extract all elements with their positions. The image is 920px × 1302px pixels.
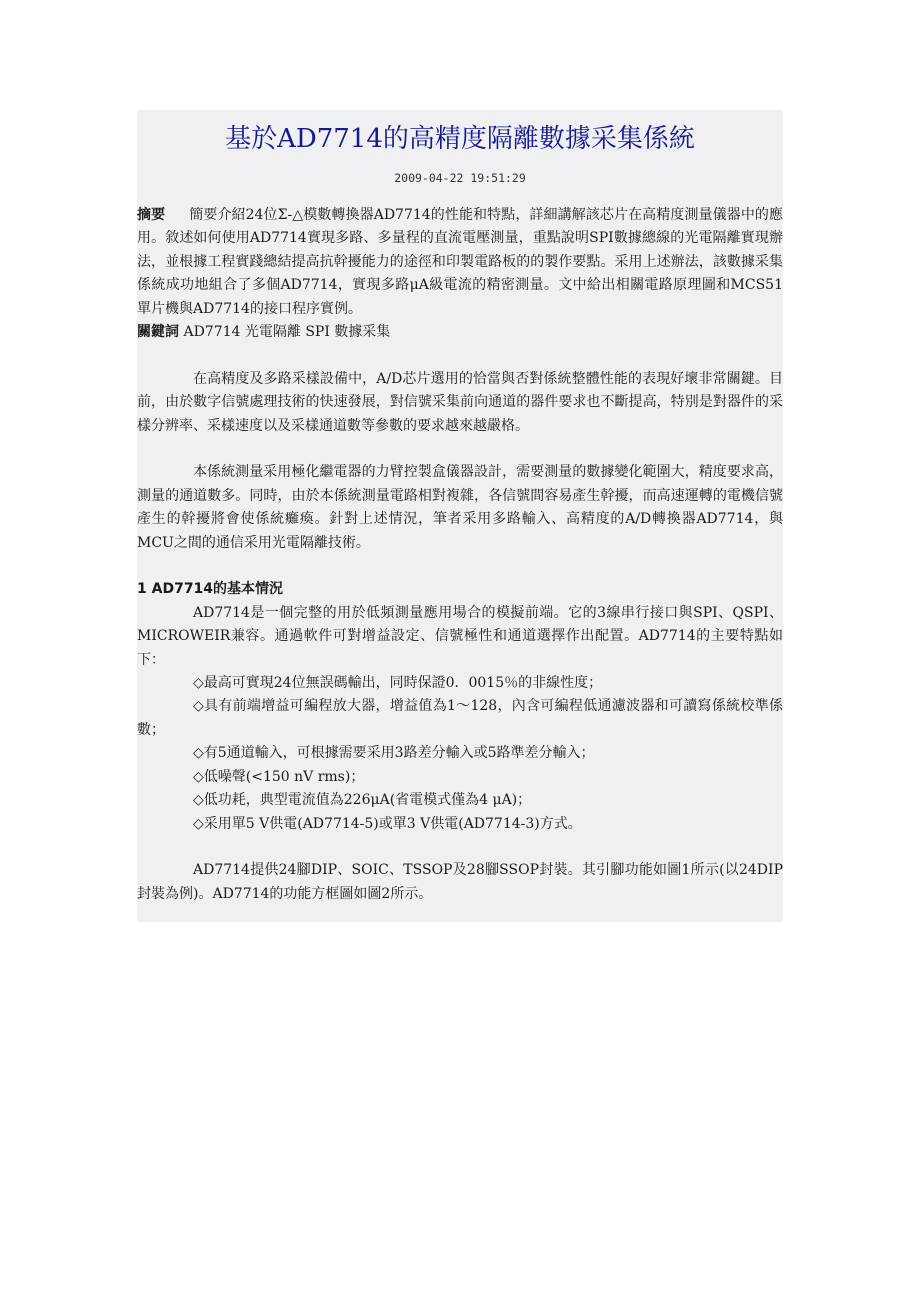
abstract-text: 簡要介紹24位Σ-△模數轉換器AD7714的性能和特點，詳細講解該芯片在高精度測量儀器中的應用。敘述如何使用AD7714實現多路、多量程的直流電壓測量，重點說明SPI數據總線的光電隔離實現辦法，並根據工程實踐總結提高抗幹擾能力的途徑和印製電路板的的製作要點。采用上述辦法，該數據采集係統成功地組合了多個AD7714，實現多路μA級電流的精密測量。文中給出相關電路原理圖和MCS51單片機與AD7714的接口程序實例。 (137, 207, 784, 317)
feature-list (137, 672, 783, 836)
abstract (137, 204, 783, 321)
publish-date: 2009-04-22 19:51:29 (394, 171, 526, 185)
keywords-label: 關鍵詞 (137, 324, 179, 341)
spacer (137, 344, 783, 367)
feature-item: ◇低功耗，典型電流值為226μA(省電模式僅為4 μA)； (193, 792, 532, 809)
spacer (137, 836, 783, 859)
feature-item: ◇有5通道輸入，可根據需要采用3路差分輸入或5路準差分輸入； (193, 745, 595, 762)
feature-item: ◇采用單5 V供電(AD7714-5)或單3 V供電(AD7714-3)方式。 (193, 815, 582, 832)
section-1-intro: AD7714是一個完整的用於低頻測量應用場合的模擬前端。它的3線串行接口與SPI、QSPI、MICROWEIR兼容。通過軟件可對增益設定、信號極性和通道選擇作出配置。AD7714的主要特點如下： (137, 604, 783, 668)
article-title: 基於AD7714的高精度隔離數據采集係統 (225, 124, 695, 154)
spacer (137, 438, 783, 461)
article-block (137, 110, 783, 922)
keywords (137, 321, 783, 344)
spacer (137, 555, 783, 578)
feature-item: ◇低噪聲(<150 nV rms)； (193, 768, 365, 785)
paragraph-2: 本係統測量采用極化繼電器的力臂控製盒儀器設計，需要測量的數據變化範圍大，精度要求高，測量的通道數多。同時，由於本係統測量電路相對複雜，各信號間容易產生幹擾，而高速運轉的電機信號產生的幹擾將會使係統癱瘓。針對上述情況，筆者采用多路輸入、高精度的A/D轉換器AD7714，與MCU之間的通信采用光電隔離技術。 (137, 464, 783, 551)
section-1-heading: 1 AD7714的基本情況 (137, 581, 284, 598)
paragraph-1: 在高精度及多路采樣設備中，A/D芯片選用的恰當與否對係統整體性能的表現好壞非常關鍵。目前，由於數字信號處理技術的快速發展，對信號采集前向通道的器件要求也不斷提高，特別是對器件的采樣分辨率、采樣速度以及采樣通道數等參數的要求越來越嚴格。 (137, 370, 783, 434)
article-body (137, 204, 783, 906)
abstract-label: 摘要 (137, 207, 166, 223)
keywords-text: AD7714 光電隔離 SPI 數據采集 (183, 324, 391, 341)
feature-item: ◇具有前端增益可編程放大器，增益值為1～128，內含可編程低通濾波器和可讀寫係統校準係數； (137, 698, 783, 738)
paragraph-3: AD7714提供24腳DIP、SOIC、TSSOP及28腳SSOP封裝。其引腳功能如圖1所示(以24DIP封裝為例)。AD7714的功能方框圖如圖2所示。 (137, 862, 783, 902)
feature-item: ◇最高可實現24位無誤碼輸出，同時保證0．0015％的非線性度； (193, 675, 603, 692)
